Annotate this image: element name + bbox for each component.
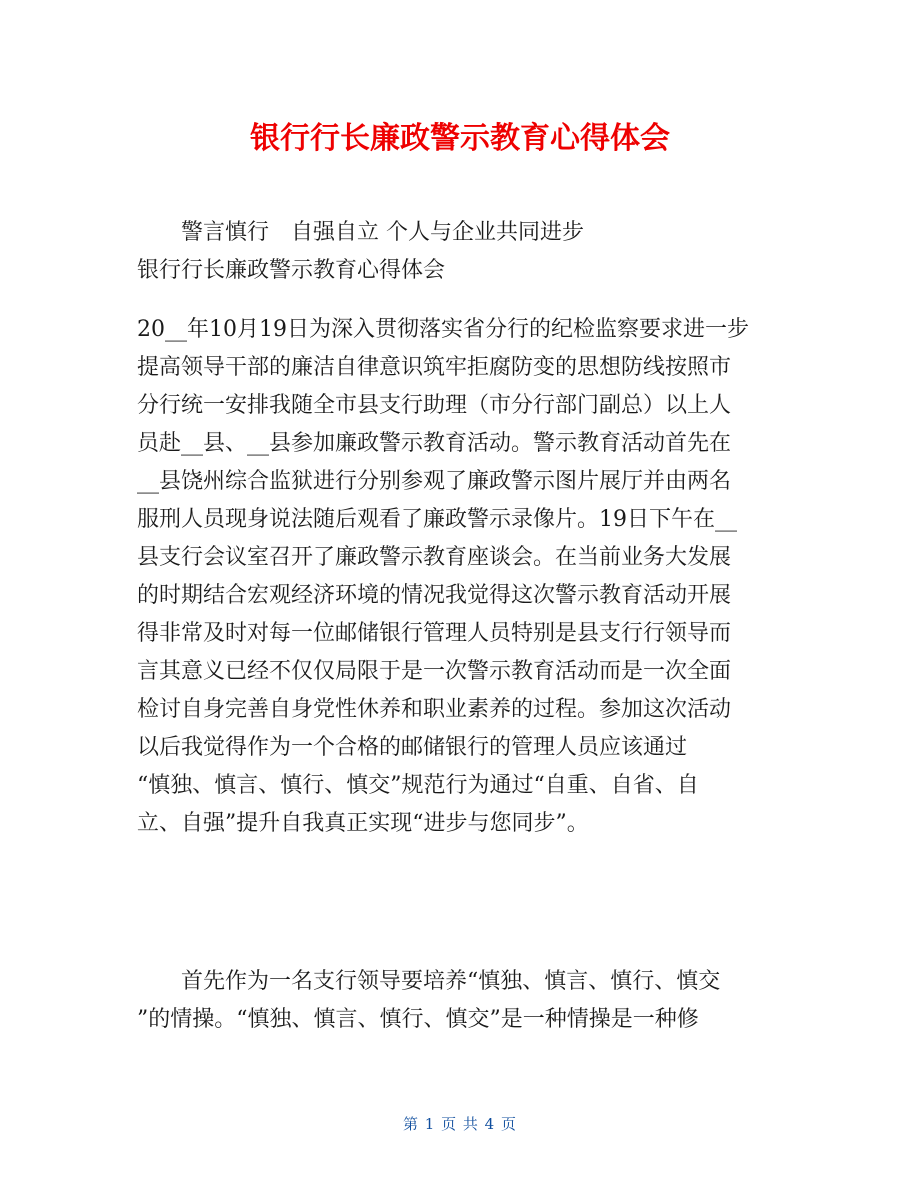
paragraph-line: 提高领导干部的廉洁自律意识筑牢拒腐防变的思想防线按照市	[137, 355, 732, 380]
paragraph-line: 的时期结合宏观经济环境的情况我觉得这次警示教育活动开展	[137, 583, 732, 608]
paragraph-line: __县饶州综合监狱进行分别参观了廉政警示图片展厅并由两名	[137, 469, 732, 494]
paragraph-line: 县支行会议室召开了廉政警示教育座谈会。在当前业务大发展	[137, 545, 732, 570]
paragraph-line: 员赴__县、__县参加廉政警示教育活动。警示教育活动首先在	[137, 431, 732, 456]
page-title: 银行行长廉政警示教育心得体会	[250, 121, 670, 156]
page-indicator: 第 1 页 共 4 页	[403, 1115, 517, 1133]
subtitle-text: 银行行长廉政警示教育心得体会	[137, 258, 446, 283]
paragraph-line: 检讨自身完善自身党性休养和职业素养的过程。参加这次活动	[137, 697, 732, 722]
subtitle-block	[137, 252, 787, 290]
paragraph-line: “慎独、慎言、慎行、慎交”规范行为通过“自重、自省、自	[137, 773, 699, 798]
paragraph-line: 首先作为一名支行领导要培养“慎独、慎言、慎行、慎交	[181, 969, 721, 994]
paragraph-1	[137, 311, 787, 843]
paragraph-line: 服刑人员现身说法随后观看了廉政警示录像片。19日下午在__	[137, 507, 737, 532]
paragraph-line: 分行统一安排我随全市县支行助理（市分行部门副总）以上人	[137, 393, 732, 418]
paragraph-line: 以后我觉得作为一个合格的邮储银行的管理人员应该通过	[137, 735, 688, 760]
paragraph-line: 20__年10月19日为深入贯彻落实省分行的纪检监察要求进一步	[137, 317, 749, 342]
paragraph-line: ”的情操。“慎独、慎言、慎行、慎交”是一种情操是一种修	[137, 1007, 699, 1032]
lead-text: 警言慎行 自强自立 个人与企业共同进步	[181, 220, 584, 245]
paragraph-line: 得非常及时对每一位邮储银行管理人员特别是县支行行领导而	[137, 621, 732, 646]
paragraph-line: 立、自强”提升自我真正实现“进步与您同步”。	[137, 811, 589, 836]
paragraph-2	[137, 963, 787, 1039]
lead-line	[137, 214, 787, 252]
paragraph-line: 言其意义已经不仅仅局限于是一次警示教育活动而是一次全面	[137, 659, 732, 684]
